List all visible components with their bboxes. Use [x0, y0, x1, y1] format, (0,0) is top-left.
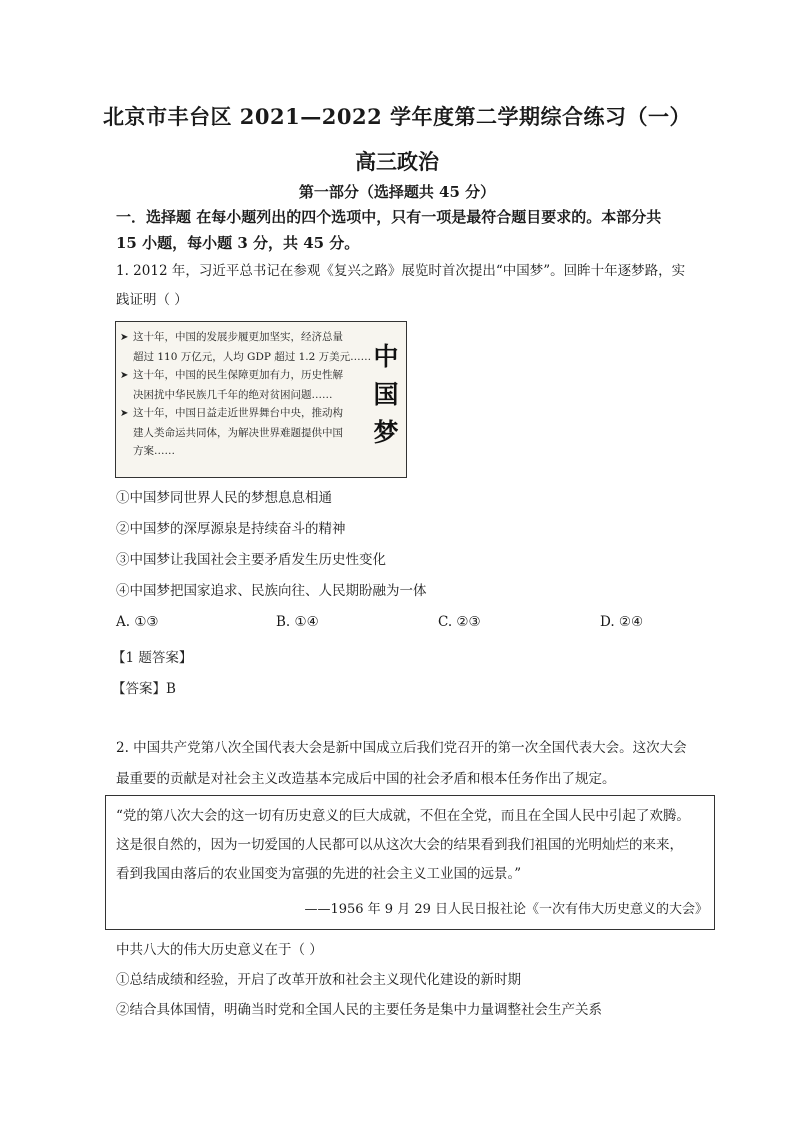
- q1-option-b: B. ①④: [276, 614, 319, 630]
- q1-option-a: A. ①③: [116, 614, 159, 630]
- instructions-line-1: 一．选择题 在每小题列出的四个选项中，只有一项是最符合题目要求的。本部分共: [116, 208, 662, 226]
- q2-quote-box: [105, 795, 715, 930]
- q2-quote-source: ——1956 年 9 月 29 日人民日报社论《一次有伟大历史意义的大会》: [304, 902, 708, 917]
- figure-line: 方案……: [133, 445, 175, 457]
- arrow-icon: ➤: [120, 370, 129, 381]
- q1-statement-4: ④中国梦把国家追求、民族向往、人民期盼融为一体: [116, 583, 427, 599]
- q1-option-c: C. ②③: [438, 614, 481, 630]
- figure-line: ➤ 这十年，中国日益走近世界舞台中央，推动构: [120, 404, 372, 424]
- figure-line: 决困扰中华民族几千年的绝对贫困问题……: [133, 388, 333, 401]
- arrow-icon: ➤: [120, 408, 129, 419]
- exam-subject: 高三政治: [355, 149, 439, 174]
- quote-line: 这是很自然的，因为一切爱国的人民都可以从这次大会的结果看到我们祖国的光明灿烂的来来，: [116, 837, 683, 853]
- q1-answer: 【答案】B: [112, 681, 176, 697]
- q2-statement-1: ①总结成绩和经验，开启了改革开放和社会主义现代化建设的新时期: [116, 972, 521, 988]
- q1-statement-3: ③中国梦让我国社会主要矛盾发生历史性变化: [116, 552, 386, 568]
- instructions-line-2: 15 小题，每小题 3 分，共 45 分。: [116, 234, 360, 252]
- figure-line: 超过 110 万亿元，人均 GDP 超过 1.2 万美元……: [133, 350, 372, 363]
- part-heading: 第一部分（选择题共 45 分）: [298, 183, 496, 201]
- q2-stem-line-1: 2. 中国共产党第八次全国代表大会是新中国成立后我们党召开的第一次全国代表大会。这次大会: [116, 740, 687, 756]
- q1-statement-1: ①中国梦同世界人民的梦想息息相通: [116, 490, 332, 506]
- q2-quote-text: [116, 802, 708, 889]
- quote-line: “党的第八次大会的这一切有历史意义的巨大成就，不但在全党，而且在全国人民中引起了欢腾。: [116, 808, 690, 824]
- quote-line: 看到我国由落后的农业国变为富强的先进的社会主义工业国的远景。”: [116, 866, 522, 882]
- q1-stem-line-1: 1. 2012 年，习近平总书记在参观《复兴之路》展览时首次提出“中国梦”。回眸十年逐梦路，实: [116, 263, 686, 279]
- q2-question: 中共八大的伟大历史意义在于（ ）: [116, 942, 323, 958]
- q1-figure: [115, 321, 407, 478]
- q1-stem-line-2: 践证明（ ）: [116, 292, 188, 308]
- q1-statement-2: ②中国梦的深厚源泉是持续奋斗的精神: [116, 521, 346, 537]
- figure-side-title: 中 国 梦: [373, 342, 399, 447]
- q1-figure-text: [120, 328, 372, 461]
- q1-answer-heading: 【1 题答案】: [112, 650, 193, 666]
- arrow-icon: ➤: [120, 332, 129, 343]
- q2-stem-line-2: 最重要的贡献是对社会主义改造基本完成后中国的社会矛盾和根本任务作出了规定。: [116, 771, 616, 787]
- exam-title: 北京市丰台区 2021—2022 学年度第二学期综合练习（一）: [102, 104, 691, 129]
- q2-statement-2: ②结合具体国情，明确当时党和全国人民的主要任务是集中力量调整社会生产关系: [116, 1002, 602, 1018]
- q1-option-d: D. ②④: [600, 614, 644, 630]
- figure-line: ➤ 这十年，中国的民生保障更加有力，历史性解: [120, 366, 372, 386]
- figure-line: 建人类命运共同体，为解决世界难题提供中国: [133, 426, 343, 439]
- figure-line: ➤ 这十年，中国的发展步履更加坚实，经济总量: [120, 328, 372, 348]
